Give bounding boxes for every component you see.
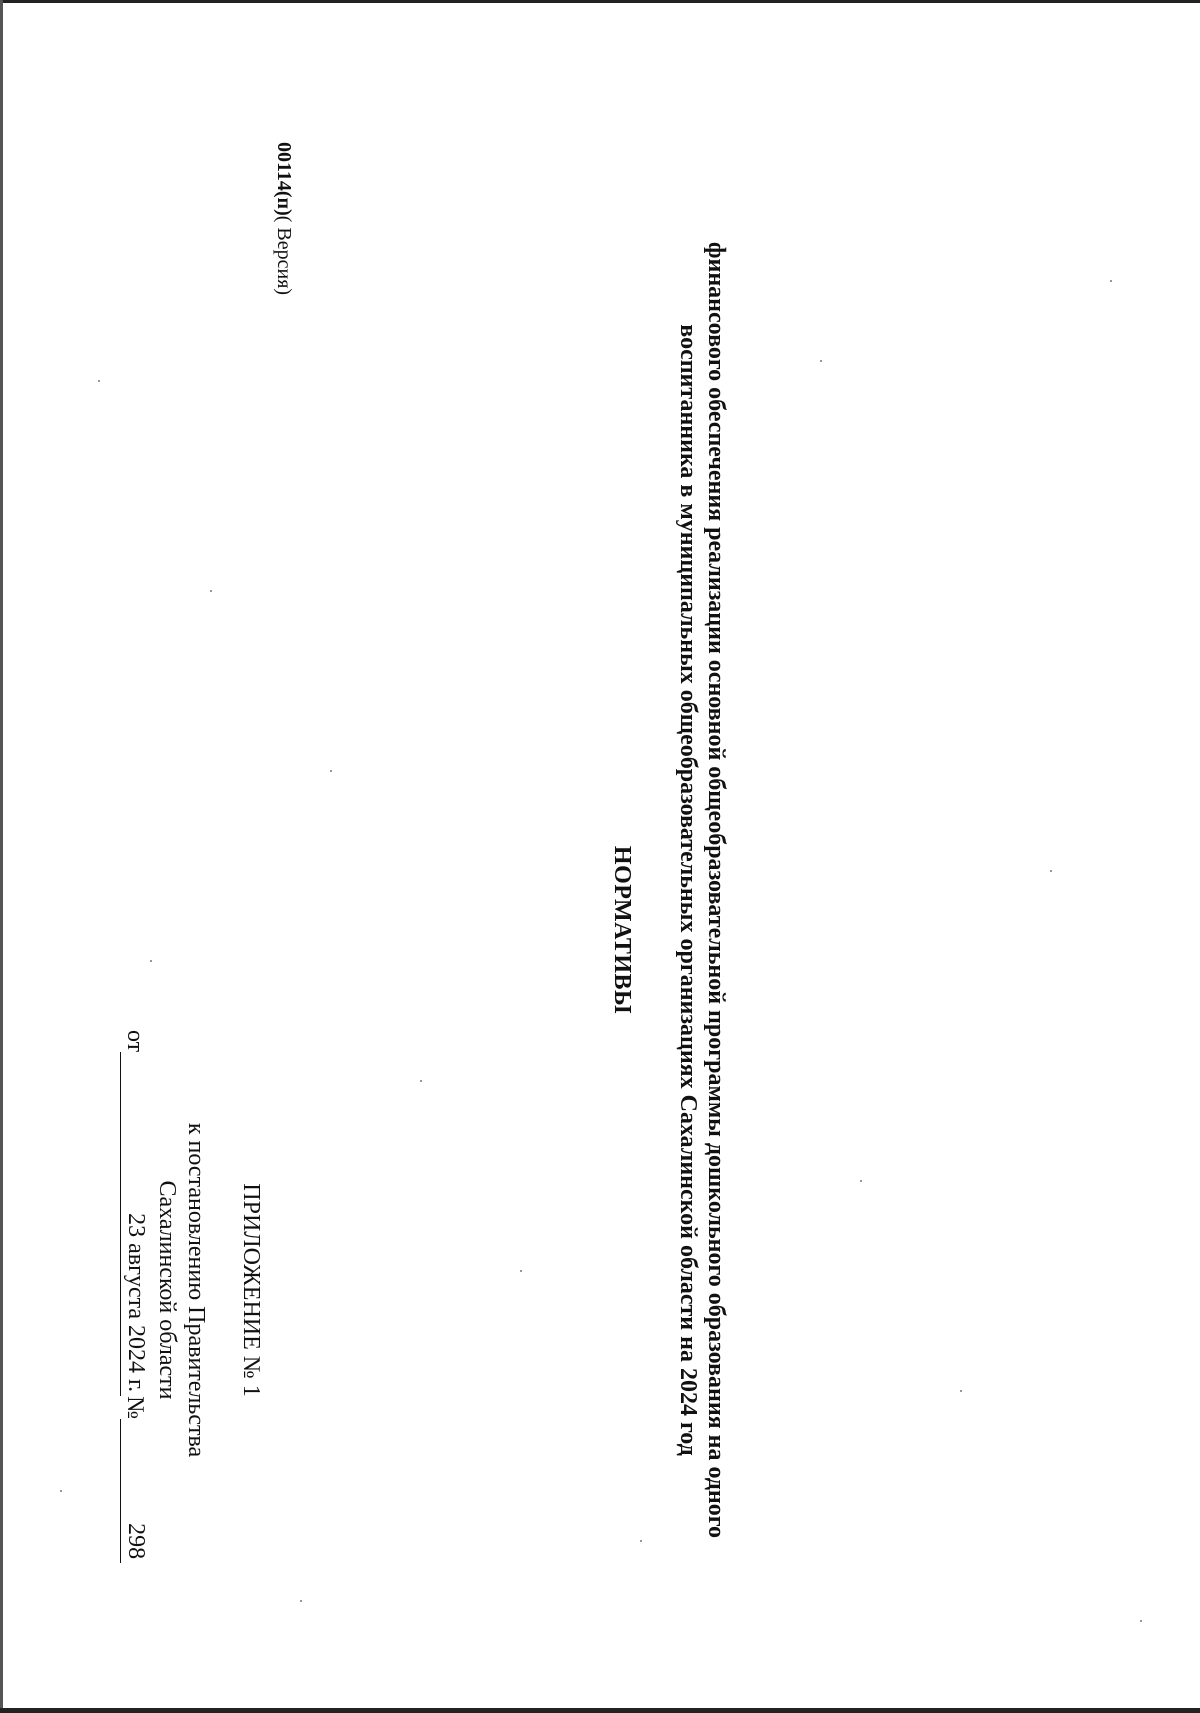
scan-speck <box>520 1270 522 1272</box>
scan-speck <box>860 1180 862 1182</box>
scan-speck <box>420 1080 422 1082</box>
appendix-title: ПРИЛОЖЕНИЕ № 1 <box>238 1183 264 1397</box>
appendix-date: 23 августа 2024 г. <box>120 1052 150 1396</box>
scan-speck <box>960 1390 962 1392</box>
scan-speck <box>1110 280 1112 282</box>
appendix-line-2: Сахалинской области <box>154 1180 180 1400</box>
scan-speck <box>210 590 212 592</box>
footer-code-number: 00114(п) <box>273 142 295 216</box>
document-title: НОРМАТИВЫ <box>609 845 635 1015</box>
scan-speck <box>1050 870 1052 872</box>
appendix-date-line <box>120 1030 150 1560</box>
footer-code <box>272 142 295 295</box>
scan-speck <box>640 1540 642 1542</box>
number-label: № <box>122 1396 148 1420</box>
appendix-header <box>120 1030 265 1560</box>
footer-version: ( Версия) <box>273 215 295 296</box>
appendix-number: 298 <box>120 1419 150 1563</box>
document-subtitle: финансового обеспечения реализации основной общеобразовательной программы дошкольного образования на одного воспитанника в муниципальных общеобразовательных организациях Сахалинской области на 2024 год <box>675 241 729 1539</box>
scan-speck <box>330 770 332 772</box>
appendix-line-1: к постановлению Правительства <box>183 1122 209 1458</box>
scan-speck <box>98 380 100 382</box>
from-label: от <box>122 1030 148 1053</box>
scan-speck <box>60 1490 62 1492</box>
scan-speck <box>150 960 152 962</box>
scan-speck <box>300 1600 302 1602</box>
scan-speck <box>1140 1620 1142 1622</box>
scan-speck <box>820 360 822 362</box>
